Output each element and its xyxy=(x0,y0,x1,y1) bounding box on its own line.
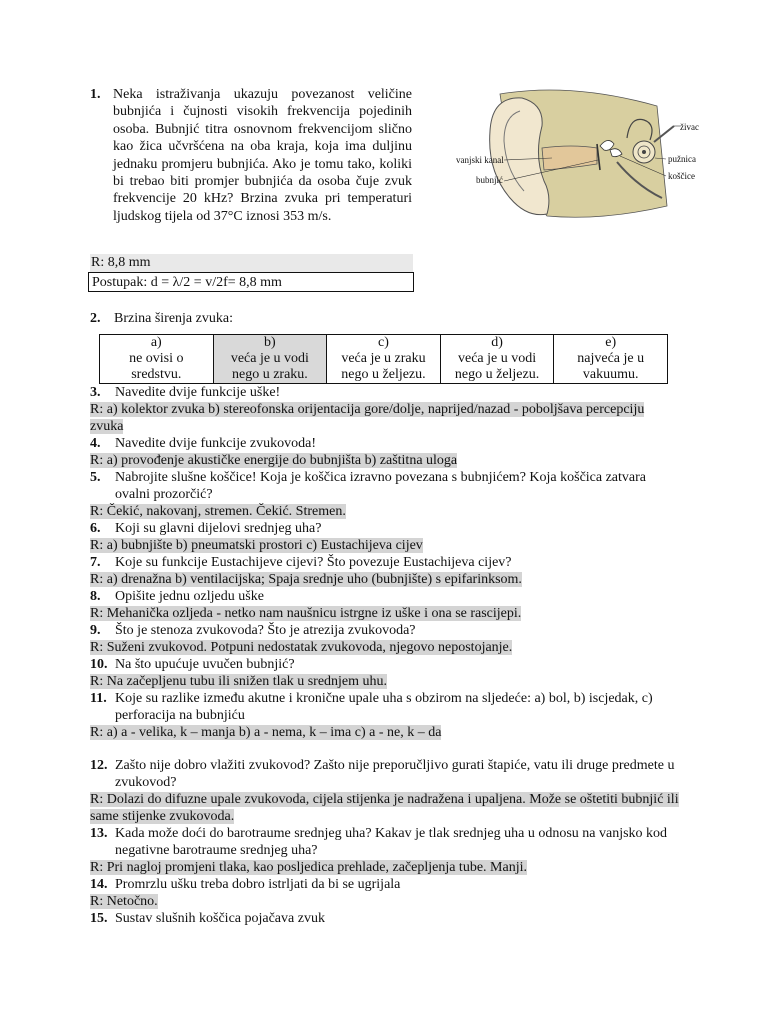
question-3 xyxy=(90,384,680,401)
option-letter: a) xyxy=(150,335,162,350)
question-text: Koje su razlike između akutne i kronične upale uha s obzirom na sljedeće: a) bol, b) iscjedak, c) perforacija na bubnjiću xyxy=(115,691,653,723)
answer-text: R: Pri naglој promjeni tlaka, kao posljedica prehlade, začepljenja tube. Manji. xyxy=(90,860,527,875)
answer-line xyxy=(90,724,680,741)
option-line2: nego u željezu. xyxy=(341,367,426,382)
label-zivac: živac xyxy=(680,122,699,132)
question-7 xyxy=(90,554,680,571)
option-e xyxy=(554,335,668,384)
label-bubnjic: bubnjić xyxy=(476,175,503,185)
answer-line xyxy=(90,503,680,520)
question-number: 10. xyxy=(90,657,108,672)
question-text: Zašto nije dobro vlažiti zvukovod? Zašto nije preporučljivo gurati štapiće, vatu ili druge predmete u zvukovod? xyxy=(115,758,675,790)
question-text: Sustav slušnih koščica pojačava zvuk xyxy=(115,911,325,926)
question-5 xyxy=(90,469,680,503)
answer-line xyxy=(90,639,680,656)
question-11 xyxy=(90,690,680,724)
question-number: 6. xyxy=(90,521,101,536)
qa-list xyxy=(90,384,680,927)
answer-text: R: a) bubnjište b) pneumatski prostori c) Eustachijeva cijev xyxy=(90,538,423,553)
answer-text: R: Dolazi do difuzne upale zvukovoda, cijela stijenka je nadražena i upaljena. Može se oštetiti bubnjić ili same stijenke zvukovoda. xyxy=(90,792,679,824)
spacer xyxy=(90,741,680,757)
procedure-box: Postupak: d = λ/2 = v/2f= 8,8 mm xyxy=(88,272,414,292)
option-b xyxy=(213,335,327,384)
answer-line xyxy=(90,605,680,622)
question-text: Brzina širenja zvuka: xyxy=(114,311,233,326)
answer-line xyxy=(90,401,680,435)
answer-text: R: Mehanička ozljeda - netko nam naušnicu istrgne iz uške i ona se rascijepi. xyxy=(90,606,522,621)
answer-line xyxy=(90,537,680,554)
option-line1: ne ovisi o xyxy=(129,351,184,366)
option-a xyxy=(100,335,214,384)
label-puznica: pužnica xyxy=(668,154,696,164)
question-text: Koji su glavni dijelovi srednjeg uha? xyxy=(115,521,322,536)
answer-text: R: Čekić, nakovanj, stremen. Čekić. Stremen. xyxy=(90,504,346,519)
question-number: 1. xyxy=(90,87,101,102)
question-1 xyxy=(90,86,412,225)
question-text: Navedite dvije funkcije zvukovoda! xyxy=(115,436,316,451)
options-table xyxy=(99,334,668,384)
option-line2: nego u željezu. xyxy=(454,367,540,382)
question-number: 11. xyxy=(90,691,107,706)
question-15 xyxy=(90,910,680,927)
answer-line xyxy=(90,893,680,910)
answer-text: R: Netočno. xyxy=(90,894,158,909)
answer-text: R: a) kolektor zvuka b) stereofonska orijentacija gore/dolje, naprijed/nazad - poboljšava percepciju zvuka xyxy=(90,402,645,434)
answer-line xyxy=(90,859,680,876)
question-text: Nabrojite slušne koščice! Koja je koščica izravno povezana s bubnjićem? Koja koščica zatvara ovalni prozorčić? xyxy=(115,470,647,502)
question-number: 14. xyxy=(90,877,108,892)
answer-line xyxy=(90,673,680,690)
question-number: 9. xyxy=(90,623,101,638)
answer-text: R: a) provođenje akustičke energije do bubnjišta b) zaštitna uloga xyxy=(90,453,458,468)
question-number: 3. xyxy=(90,385,101,400)
question-number: 4. xyxy=(90,436,101,451)
question-number: 13. xyxy=(90,826,108,841)
answer-line xyxy=(90,571,680,588)
question-4 xyxy=(90,435,680,452)
question-number: 15. xyxy=(90,911,108,926)
question-text: Što je stenoza zvukovoda? Što je atrezija zvukovoda? xyxy=(115,623,416,638)
option-letter: e) xyxy=(605,335,617,350)
option-line2: vakuumu. xyxy=(582,367,639,382)
label-koscice: koščice xyxy=(668,171,695,181)
question-text: Promrzlu ušku treba dobro istrljati da bi se ugrijala xyxy=(115,877,401,892)
question-text: Neka istraživanja ukazuju povezanost veličine bubnjića i čujnosti visokih frekvencija pojedinih osoba. Bubnjić titra osnovnom frekvencijom slično kao žica učvršćena na oba kraja, koja ima duljinu jednaku promjeru bubnjića. Ako je tomu tako, koliki bi trebao biti promjer bubnjića da osoba čuje zvuk frekvencije 20 kHz? Brzina zvuka pri temperaturi ljudskog tijela od 37°C iznosi 353 m/s. xyxy=(113,87,412,224)
label-vanjski-kanal: vanjski kanal xyxy=(456,155,504,165)
answer-text: R: a) drenažna b) ventilacijska; Spaja srednje uho (bubnjište) s epifarinksom. xyxy=(90,572,522,587)
option-line1: veća je u vodi xyxy=(458,351,537,366)
option-letter: c) xyxy=(378,335,389,350)
question-number: 5. xyxy=(90,470,101,485)
question-text: Koje su funkcije Eustachijeve cijevi? Što povezuje Eustachijeva cijev? xyxy=(115,555,512,570)
question-number: 2. xyxy=(90,311,101,326)
question-12 xyxy=(90,757,680,791)
question-6 xyxy=(90,520,680,537)
answer-1: R: 8,8 mm xyxy=(90,254,413,272)
question-text: Navedite dvije funkcije uške! xyxy=(115,385,281,400)
question-13 xyxy=(90,825,680,859)
option-line2: nego u zraku. xyxy=(231,367,308,382)
answer-text: R: a) a - velika, k – manja b) a - nema, k – ima c) a - ne, k – da xyxy=(90,725,442,740)
option-letter: d) xyxy=(491,335,503,350)
option-line1: veća je u vodi xyxy=(230,351,309,366)
answer-text: R: Na začepljenu tubu ili snižen tlak u srednjem uhu. xyxy=(90,674,388,689)
question-2 xyxy=(90,311,233,327)
option-line2: sredstvu. xyxy=(131,367,182,382)
option-line1: najveća je u xyxy=(577,351,645,366)
question-number: 12. xyxy=(90,758,108,773)
option-letter: b) xyxy=(264,335,276,350)
answer-text: R: Suženi zvukovod. Potpuni nedostatak zvukovoda, njegovo nepostojanje. xyxy=(90,640,513,655)
question-14 xyxy=(90,876,680,893)
option-d xyxy=(440,335,554,384)
option-c xyxy=(327,335,441,384)
question-number: 8. xyxy=(90,589,101,604)
option-line1: veća je u zraku xyxy=(341,351,426,366)
answer-line xyxy=(90,452,680,469)
question-text: Kada može doći do barotraume srednjeg uha? Kakav je tlak srednjeg uha u odnosu na vanjsko kod negativne barotraume srednjeg uha? xyxy=(115,826,668,858)
question-number: 7. xyxy=(90,555,101,570)
answer-line xyxy=(90,791,680,825)
question-10 xyxy=(90,656,680,673)
question-text: Na što upućuje uvučen bubnjić? xyxy=(115,657,295,672)
question-text: Opišite jednu ozljedu uške xyxy=(115,589,264,604)
ear-diagram xyxy=(452,86,702,226)
question-9 xyxy=(90,622,680,639)
question-8 xyxy=(90,588,680,605)
